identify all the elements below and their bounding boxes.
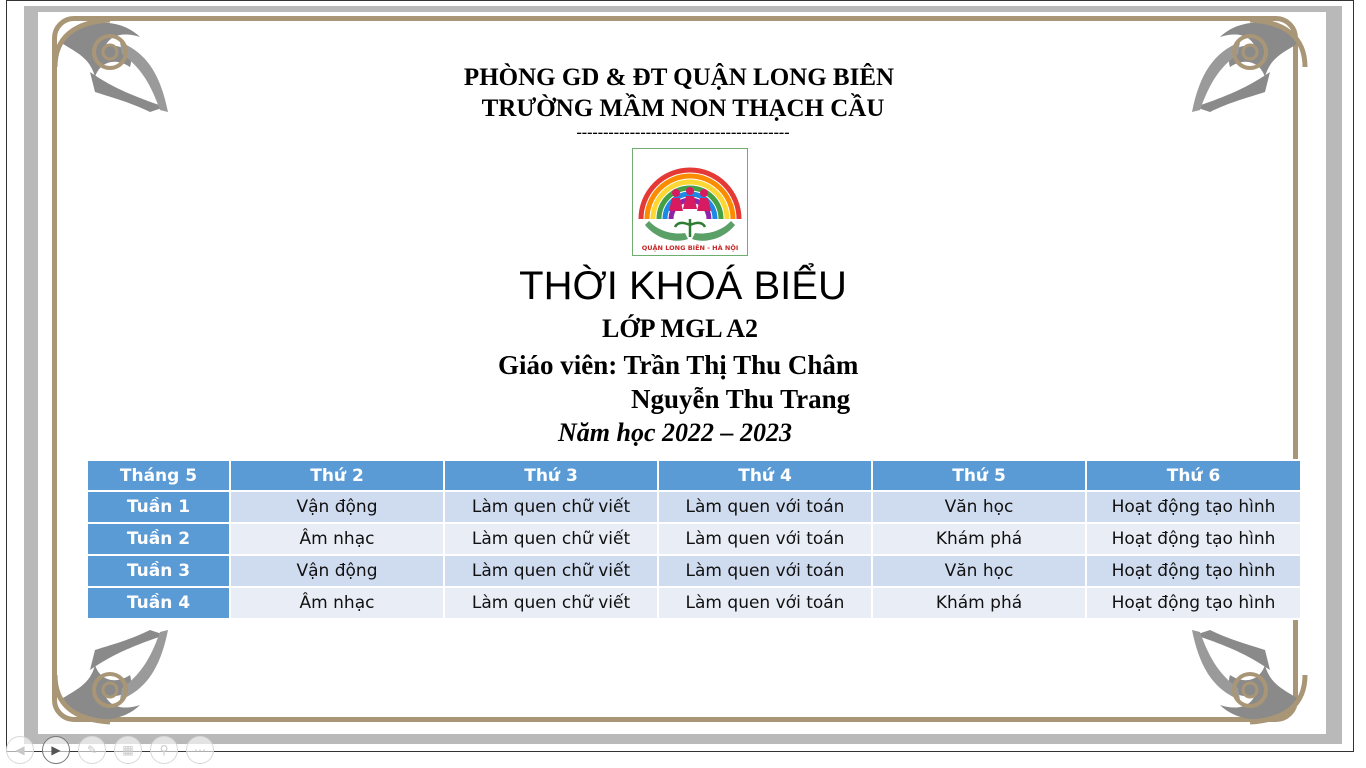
- table-cell: Hoạt động tạo hình: [1087, 524, 1300, 554]
- table-row: [88, 556, 1300, 586]
- teacher-line-1: Giáo viên: Trần Thị Thu Châm: [498, 350, 859, 380]
- table-cell: Làm quen chữ viết: [445, 524, 657, 554]
- class-name: LỚP MGL A2: [602, 314, 759, 343]
- corner-ornament-bottom-right: [1190, 620, 1310, 730]
- table-cell: Làm quen với toán: [659, 492, 871, 522]
- table-cell: Làm quen với toán: [659, 524, 871, 554]
- column-header-thursday: Thứ 5: [873, 461, 1085, 490]
- week-label: Tuần 2: [88, 524, 229, 554]
- week-label: Tuần 1: [88, 492, 229, 522]
- table-cell: Làm quen với toán: [659, 556, 871, 586]
- previous-slide-icon[interactable]: ◀: [6, 736, 34, 764]
- table-cell: Khám phá: [873, 588, 1085, 618]
- table-cell: Làm quen chữ viết: [445, 556, 657, 586]
- department-name: PHÒNG GD & ĐT QUẬN LONG BIÊN: [463, 64, 895, 91]
- school-logo-icon: [632, 148, 748, 256]
- more-options-icon[interactable]: ⋯: [186, 736, 214, 764]
- table-cell: Vận động: [231, 492, 443, 522]
- timetable: [86, 459, 1302, 620]
- school-name: TRƯỜNG MẦM NON THẠCH CẦU: [481, 95, 885, 122]
- column-header-tuesday: Thứ 3: [445, 461, 657, 490]
- teacher-line-2: Nguyễn Thu Trang: [631, 384, 851, 414]
- next-slide-icon[interactable]: ▶: [42, 736, 70, 764]
- table-cell: Hoạt động tạo hình: [1087, 588, 1300, 618]
- corner-ornament-bottom-left: [50, 620, 170, 730]
- column-header-wednesday: Thứ 4: [659, 461, 871, 490]
- table-cell: Vận động: [231, 556, 443, 586]
- zoom-icon[interactable]: ⚲: [150, 736, 178, 764]
- pen-icon[interactable]: ✎: [78, 736, 106, 764]
- table-cell: Âm nhạc: [231, 588, 443, 618]
- table-cell: Âm nhạc: [231, 524, 443, 554]
- table-cell: Hoạt động tạo hình: [1087, 492, 1300, 522]
- table-row: [88, 588, 1300, 618]
- column-header-friday: Thứ 6: [1087, 461, 1300, 490]
- school-year: Năm học 2022 – 2023: [558, 418, 792, 447]
- table-cell: Hoạt động tạo hình: [1087, 556, 1300, 586]
- svg-text:QUẬN LONG BIÊN - HÀ NỘI: QUẬN LONG BIÊN - HÀ NỘI: [641, 244, 739, 252]
- table-row: [88, 492, 1300, 522]
- week-label: Tuần 4: [88, 588, 229, 618]
- column-header-monday: Thứ 2: [231, 461, 443, 490]
- page-title: THỜI KHOÁ BIỂU: [519, 264, 847, 308]
- slideshow-toolbar: [6, 736, 214, 764]
- table-cell: Làm quen với toán: [659, 588, 871, 618]
- divider-dashes: ----------------------------------------: [576, 124, 790, 141]
- table-row: [88, 524, 1300, 554]
- table-cell: Văn học: [873, 556, 1085, 586]
- week-label: Tuần 3: [88, 556, 229, 586]
- table-cell: Văn học: [873, 492, 1085, 522]
- table-cell: Khám phá: [873, 524, 1085, 554]
- column-header-month: Tháng 5: [88, 461, 229, 490]
- slides-grid-icon[interactable]: ▦: [114, 736, 142, 764]
- table-cell: Làm quen chữ viết: [445, 588, 657, 618]
- table-cell: Làm quen chữ viết: [445, 492, 657, 522]
- table-header-row: [88, 461, 1300, 490]
